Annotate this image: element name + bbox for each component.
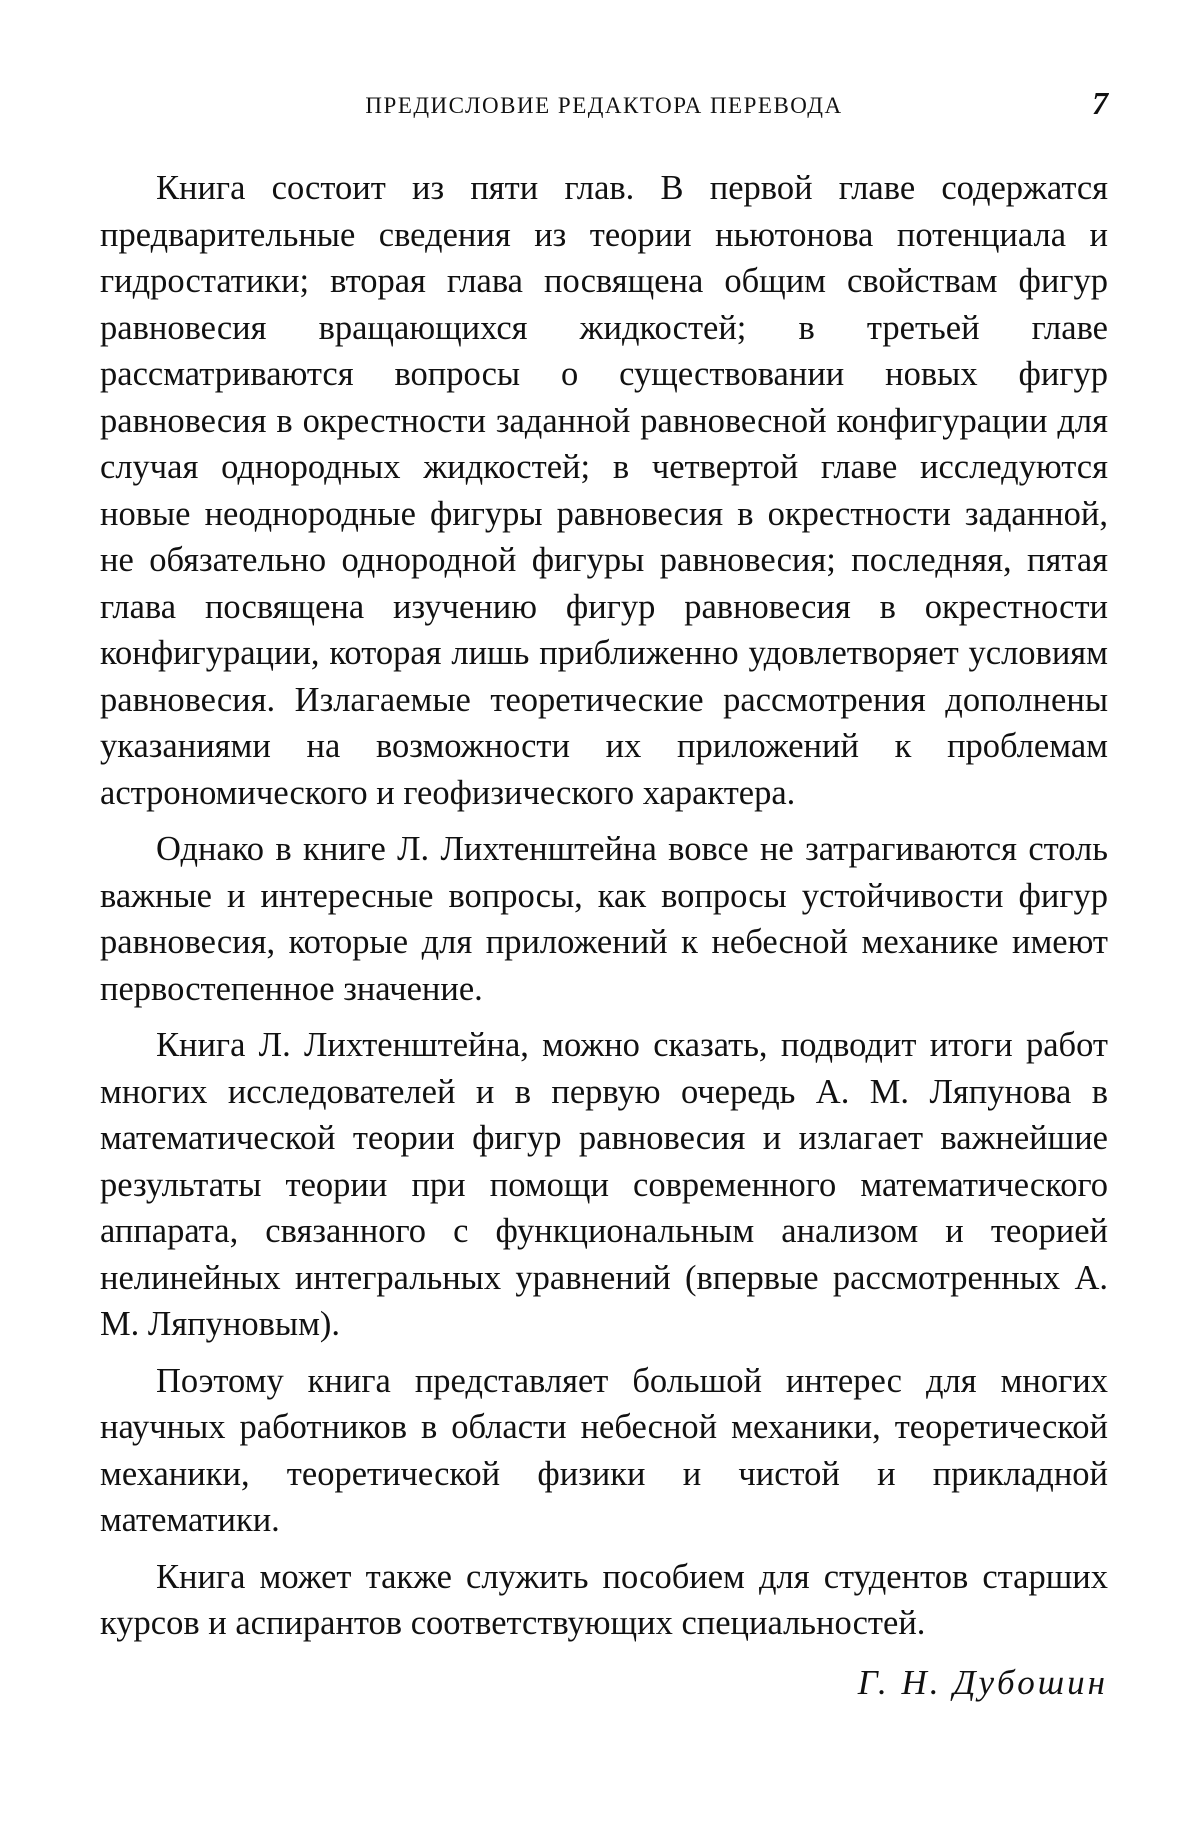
paragraph-chapters-overview: Книга состоит из пяти глав. В первой главе содержатся предварительные сведения из теории ньютонова потенциала и гидростатики; вторая глава посвящена общим свойствам фигур равновесия вращающихся жидкостей; в третьей главе рассматриваются вопросы о существовании новых фигур равновесия в окрестности заданной равновесной конфигурации для случая однородных жидкостей; в четвертой главе исследуются новые неоднородные фигуры равновесия в окрестности заданной, не обязательно однородной фигуры равновесия; последняя, пятая глава посвящена изучению фигур равновесия в окрестности конфигурации, которая лишь приближенно удовлетворяет условиям равновесия. Излагаемые теоретические рассмотрения дополнены указаниями на возможности их приложений к проблемам астрономического и геофизического характера. [100,169,1108,812]
paragraph-stability-omission: Однако в книге Л. Лихтенштейна вовсе не затрагиваются столь важные и интересные вопросы, как вопросы устойчивости фигур равновесия, которые для приложений к небесной механике имеют первостепенное значение. [100,830,1108,1008]
running-head [100,85,1108,125]
paragraph-students: Книга может также служить пособием для студентов старших курсов и аспирантов соответствующих специальностей. [100,1557,1108,1642]
body-text [100,165,1108,1647]
paragraph-audience: Поэтому книга представляет большой интерес для многих научных работников в области небесной механики, теоретической механики, теоретической физики и чистой и прикладной математики. [100,1361,1108,1539]
book-page [100,85,1108,1703]
running-title: ПРЕДИСЛОВИЕ РЕДАКТОРА ПЕРЕВОДА [365,93,843,118]
paragraph-lyapunov-results: Книга Л. Лихтенштейна, можно сказать, подводит итоги работ многих исследователей и в первую очередь А. М. Ляпунова в математической теории фигур равновесия и излагает важнейшие результаты теории при помощи современного математического аппарата, связанного с функциональным анализом и теорией нелинейных интегральных уравнений (впервые рассмотренных А. М. Ляпуновым). [100,1026,1108,1343]
page-number: 7 [1092,85,1108,121]
editor-signature: Г. Н. Дубошин [857,1662,1108,1702]
